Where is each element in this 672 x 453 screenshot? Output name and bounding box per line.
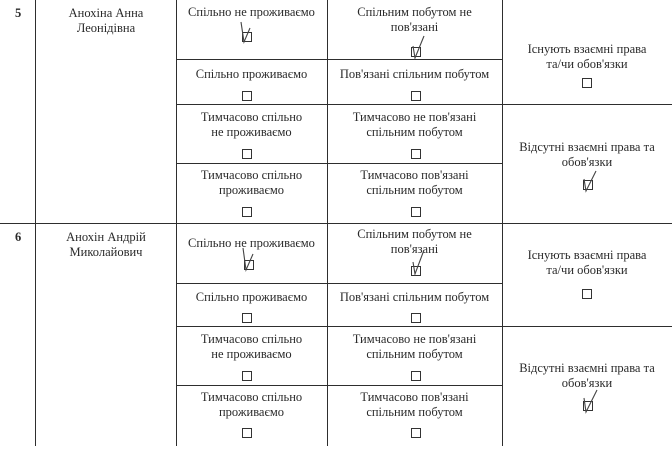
rights-absent-line1: Відсутні взаємні права та	[519, 140, 655, 154]
option-not-household	[327, 5, 502, 35]
option-temp-household	[327, 390, 502, 420]
row5-hline-1	[176, 59, 502, 60]
option-temp-not-household-line2: спільним побутом	[366, 125, 463, 139]
rights-exist-label	[502, 42, 672, 72]
option-temp-not-household-line1: Тимчасово не пов'язані	[352, 332, 477, 346]
option-temp-not-household-line1: Тимчасово не пов'язані	[352, 110, 477, 124]
checkbox-living-together[interactable]	[242, 313, 252, 323]
option-temp-living-line1: Тимчасово спільно	[200, 168, 303, 182]
rights-exist-line2: та/чи обов'язки	[546, 57, 628, 71]
option-living-together: Спільно проживаємо	[195, 67, 308, 81]
checkbox-rights-exist[interactable]	[582, 289, 592, 299]
row-number: 5	[15, 6, 22, 20]
row5-hline-2	[176, 104, 672, 105]
rights-absent-line2: обов'язки	[561, 376, 613, 390]
person-name-line1: Анохіна Анна	[68, 6, 144, 20]
person-name-line2: Леонідівна	[76, 21, 136, 35]
checkbox-not-living-together[interactable]	[242, 32, 252, 42]
checkbox-household[interactable]	[411, 313, 421, 323]
rights-exist-line2: та/чи обов'язки	[546, 263, 628, 277]
option-living-together: Спільно проживаємо	[195, 290, 308, 304]
checkbox-not-household[interactable]	[411, 47, 421, 57]
option-temp-household-line2: спільним побутом	[366, 183, 463, 197]
option-temp-not-living	[176, 332, 327, 362]
checkbox-not-living-together[interactable]	[244, 260, 254, 270]
option-temp-living-line2: проживаємо	[218, 405, 284, 419]
checkbox-temp-household[interactable]	[411, 428, 421, 438]
row6-hline-3	[176, 385, 502, 386]
option-temp-not-household-line2: спільним побутом	[366, 347, 463, 361]
option-not-household-line1: Спільним побутом не	[357, 5, 472, 19]
checkbox-rights-absent[interactable]	[583, 401, 593, 411]
checkbox-temp-not-household[interactable]	[411, 149, 421, 159]
row-number: 6	[15, 230, 22, 244]
rights-exist-line1: Існують взаємні права	[527, 248, 647, 262]
option-temp-household	[327, 168, 502, 198]
row5-hline-3	[176, 163, 502, 164]
option-temp-living	[176, 168, 327, 198]
option-not-household-line2: пов'язані	[390, 20, 439, 34]
option-temp-living-line2: проживаємо	[218, 183, 284, 197]
option-household: Пов'язані спільним побутом	[339, 67, 490, 81]
option-not-living-together: Спільно не проживаємо	[188, 236, 315, 250]
checkbox-temp-not-household[interactable]	[411, 371, 421, 381]
person-name	[36, 6, 176, 36]
option-temp-household-line1: Тимчасово пов'язані	[360, 168, 469, 182]
option-temp-not-living-line2: не проживаємо	[211, 347, 292, 361]
checkbox-rights-exist[interactable]	[582, 78, 592, 88]
option-not-household	[327, 227, 502, 257]
option-household: Пов'язані спільним побутом	[339, 290, 490, 304]
option-temp-living	[176, 390, 327, 420]
option-temp-not-household	[327, 332, 502, 362]
rights-exist-label	[502, 248, 672, 278]
option-temp-household-line1: Тимчасово пов'язані	[360, 390, 469, 404]
checkbox-temp-not-living[interactable]	[242, 149, 252, 159]
option-temp-living-line1: Тимчасово спільно	[200, 390, 303, 404]
checkbox-household[interactable]	[411, 91, 421, 101]
person-name	[36, 230, 176, 260]
person-name-line1: Анохін Андрій	[66, 230, 146, 244]
rights-exist-line1: Існують взаємні права	[527, 42, 647, 56]
option-not-household-line1: Спільним побутом не	[357, 227, 472, 241]
row6-hline-1	[176, 283, 502, 284]
checkbox-temp-living[interactable]	[242, 207, 252, 217]
option-not-living-together: Спільно не проживаємо	[188, 5, 315, 19]
checkbox-not-household[interactable]	[411, 266, 421, 276]
rights-absent-line2: обов'язки	[561, 155, 613, 169]
option-temp-not-household	[327, 110, 502, 140]
checkbox-living-together[interactable]	[242, 91, 252, 101]
rights-absent-label	[502, 140, 672, 170]
option-temp-not-living-line1: Тимчасово спільно	[200, 110, 303, 124]
option-temp-not-living	[176, 110, 327, 140]
checkbox-temp-living[interactable]	[242, 428, 252, 438]
rights-absent-label	[502, 361, 672, 391]
checkbox-rights-absent[interactable]	[583, 180, 593, 190]
option-not-household-line2: пов'язані	[390, 242, 439, 256]
row-separator	[0, 223, 672, 224]
option-temp-not-living-line2: не проживаємо	[211, 125, 292, 139]
row6-hline-2	[176, 326, 672, 327]
checkbox-temp-not-living[interactable]	[242, 371, 252, 381]
checkbox-temp-household[interactable]	[411, 207, 421, 217]
rights-absent-line1: Відсутні взаємні права та	[519, 361, 655, 375]
person-name-line2: Миколайович	[69, 245, 143, 259]
option-temp-household-line2: спільним побутом	[366, 405, 463, 419]
option-temp-not-living-line1: Тимчасово спільно	[200, 332, 303, 346]
